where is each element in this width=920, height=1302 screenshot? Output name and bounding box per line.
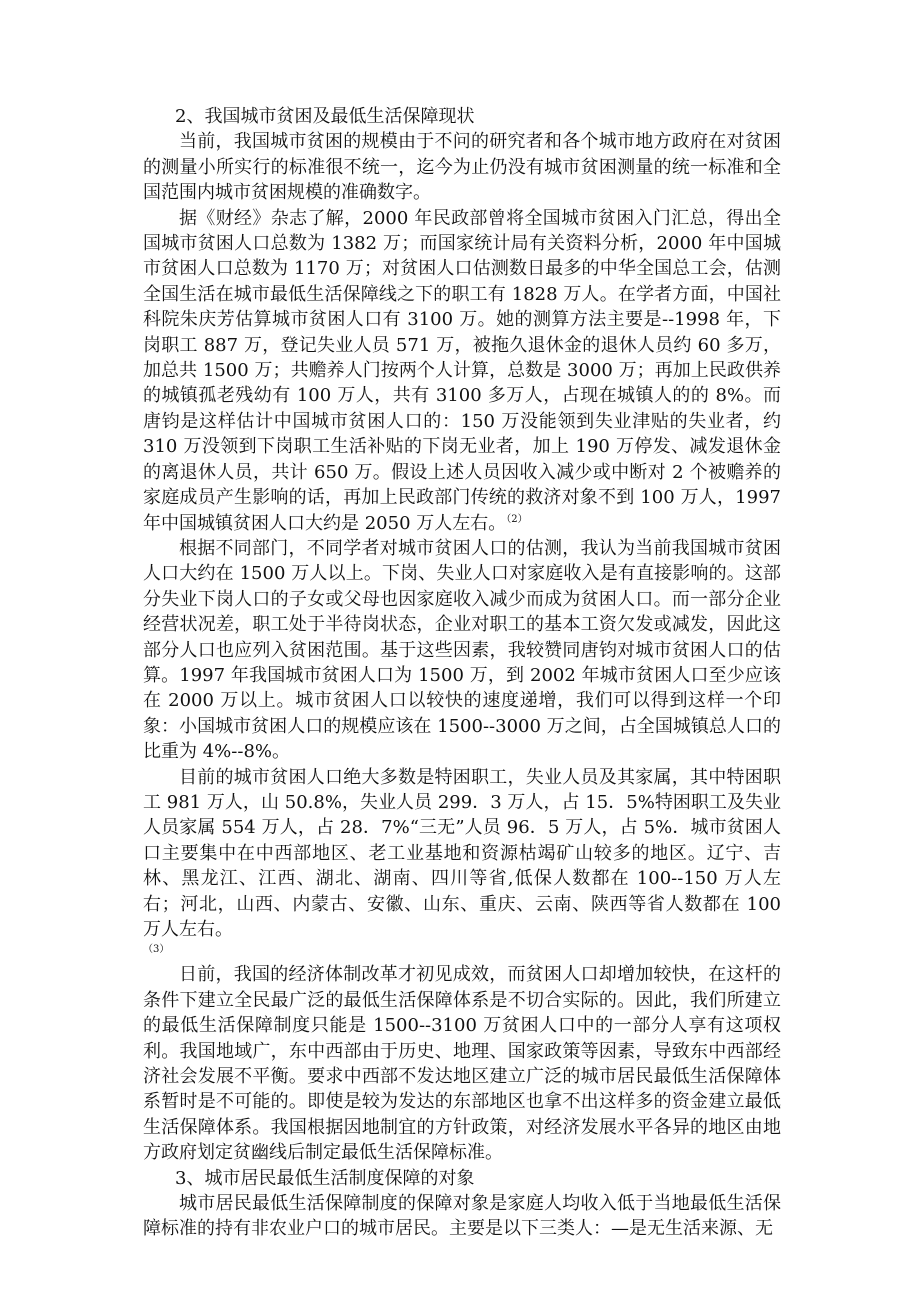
- document-page: [143, 104, 781, 1242]
- paragraph-text: 据《财经》杂志了解，2000 年民政部曾将全国城市贫困入门汇总，得出全国城市贫困人口总数为 1382 万；而国家统计局有关资料分析，2000 年中国城市贫困人口总数为 1170 万；对贫困人口估测数日最多的中华全国总工会，估测全国生活在城市最低生活保障线之下的职工有 1828 万人。在学者方面，中国社科院朱庆芳估算城市贫困人口有 3100 万。她的测算方法主要是--1998 年，下岗职工 887 万，登记失业人员 571 万，被拖久退休金的退休人员约 60 多万，加总共 1500 万；共赡养人门按两个人计算，总数是 3000 万；再加上民政供养的城镇孤老残幼有 100 万人，共有 3100 多万人，占现在城镇人的的 8%。而唐钧是这样估计中国城市贫困人口的：150 万没能领到失业津贴的失业者，约 310 万没领到下岗职工生活补贴的下岗无业者，加上 190 万停发、减发退休金的离退休人员，共计 650 万。假设上述人员因收入减少或中断对 2 个被赡养的家庭成员产生影响的话，再加上民政部门传统的救济对象不到 100 万人，1997 年中国城镇贫困人口大约是 2050 万人左右。: [143, 207, 781, 534]
- paragraph: [143, 206, 781, 536]
- section-2-heading: 2、我国城市贫困及最低生活保障现状: [175, 106, 475, 127]
- citation-marker: （2）: [506, 513, 528, 525]
- paragraph: 目前的城市贫困人口绝大多数是特困职工，失业人员及其家属，其中特困职工 981 万人，山 50.8%，失业人员 299．3 万人，占 15．5%特困职工及失业人员家属 554 万人，占 28．7%“三无”人员 96．5 万人，占 5%．城市贫困人口主要集中在中西部地区、老工业基地和资源枯竭矿山较多的地区。辽宁、吉林、黑龙江、江西、湖北、湖南、四川等省,低保人数都在 100--150 万人左右；河北，山西、内蒙古、安徽、山东、重庆、云南、陕西等省人数都在 100 万人左右。: [143, 766, 781, 940]
- paragraph: 根据不同部门，不同学者对城市贫困人口的估测，我认为当前我国城市贫困人口大约在 1500 万人以上。下岗、失业人口对家庭收入是有直接影响的。这部分失业下岗人口的子女或父母也因家庭收入减少而成为贫困人口。而一部分企业经营状况差，职工处于半待岗状态，企业对职工的基本工资欠发或减发，因此这部分人口也应列入贫困范围。基于这些因素，我较赞同唐钧对城市贫困人口的估算。1997 年我国城市贫困人口为 1500 万，到 2002 年城市贫困人口至少应该在 2000 万以上。城市贫困人口以较快的速度递增，我们可以得到这样一个印象：小国城市贫困人口的规模应该在 1500--3000 万之间，占全国城镇总人口的比重为 4%--8%。: [143, 537, 781, 763]
- paragraph: 当前，我国城市贫困的规模由于不问的研究者和各个城市地方政府在对贫困的测量小所实行的标准很不统一，迄今为止仍没有城市贫困测量的统一标准和全国范围内城市贫困规模的准确数字。: [143, 131, 781, 204]
- paragraph: 城市居民最低生活保障制度的保障对象是家庭人均收入低于当地最低生活保障标准的持有非农业户口的城市居民。主要是以下三类人：—是无生活来源、无: [143, 1193, 781, 1240]
- citation-marker: （3）: [143, 944, 170, 956]
- paragraph: 日前，我国的经济体制改革才初见成效，而贫困人口却增加较快，在这杆的条件下建立全民最广泛的最低生活保障体系是不切合实际的。因此，我们所建立的最低生活保障制度只能是 1500--3100 万贫困人口中的一部分人享有这项权利。我国地域广，东中西部由于历史、地理、国家政策等因素，导致东中西部经济社会发展不平衡。要求中西部不发达地区建立广泛的城市居民最低生活保障体系暂时是不可能的。即使是较为发达的东部地区也拿不出这样多的资金建立最低生活保障体系。我国根据因地制宜的方针政策，对经济发展水平各异的地区由地方政府划定贫幽线后制定最低生活保障标准。: [143, 964, 781, 1164]
- section-3-heading: 3、城市居民最低生活制度保障的对象: [175, 1167, 475, 1189]
